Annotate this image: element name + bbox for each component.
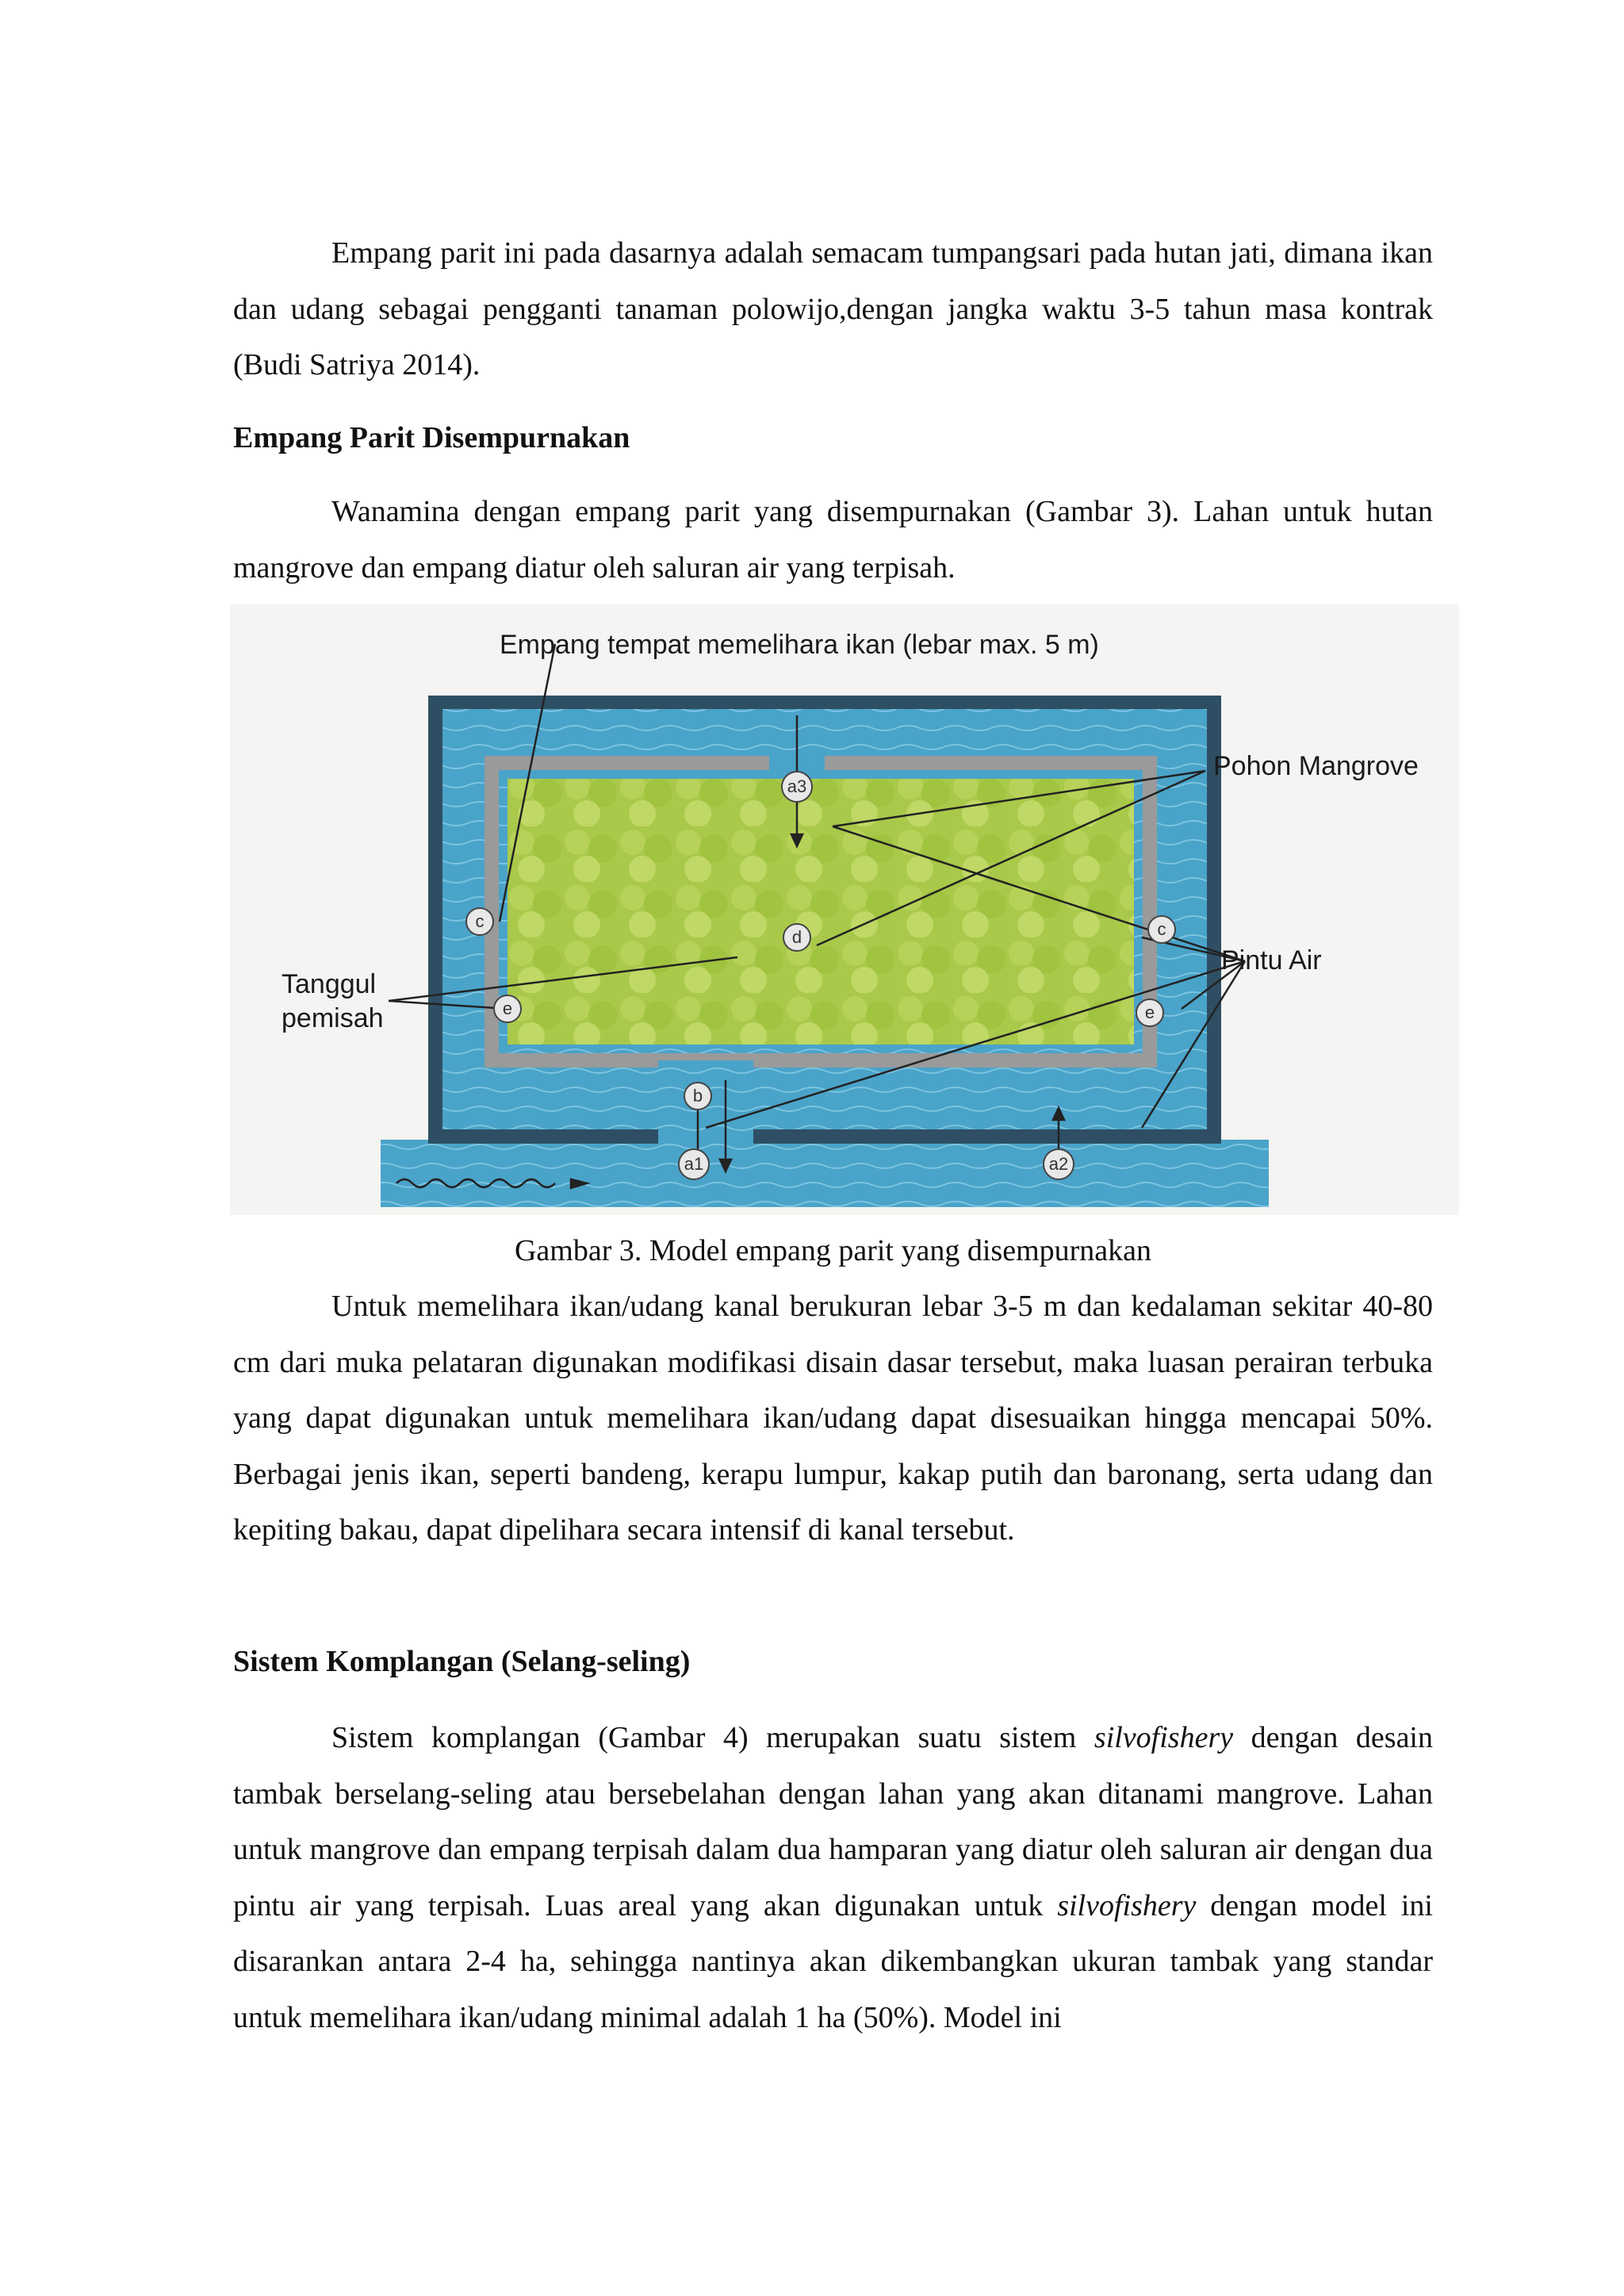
label-pemisah: pemisah: [282, 1003, 384, 1033]
paragraph-komplangan: Sistem komplangan (Gambar 4) merupakan suatu sistem silvofishery dengan desain tambak berselang-seling atau bersebelahan dengan lahan yang akan ditanami mangrove. Lahan untuk mangrove dan empang terpisah dalam dua hamparan yang diatur oleh saluran air dengan dua pintu air yang terpisah. Luas areal yang akan digunakan untuk silvofishery dengan model ini disarankan antara 2-4 ha, sehingga nantinya akan dikembangkan ukuran tambak yang standar untuk memelihara ikan/udang minimal adalah 1 ha (50%). Model ini: [233, 1721, 1433, 2034]
heading-empang-parit-disempurnakan: Empang Parit Disempurnakan: [233, 421, 630, 454]
heading-sistem-komplangan: Sistem Komplangan (Selang-seling): [233, 1645, 691, 1678]
marker-c-left: [466, 908, 493, 935]
svg-text:e: e: [1144, 1002, 1155, 1022]
figure-caption: Gambar 3. Model empang parit yang disempurnakan: [514, 1234, 1152, 1267]
label-pintu-air: Pintu Air: [1221, 945, 1322, 976]
label-pohon-mangrove: Pohon Mangrove: [1213, 751, 1419, 781]
svg-text:c: c: [1157, 919, 1166, 939]
svg-text:b: b: [692, 1086, 703, 1106]
paragraph-kanal: Untuk memelihara ikan/udang kanal berukuran lebar 3-5 m dan kedalaman sekitar 40-80 cm dari muka pelataran digunakan modifikasi disain dasar tersebut, maka luasan perairan terbuka yang dapat digunakan untuk memelihara ikan/udang dapat disesuaikan hingga mencapai 50%. Berbagai jenis ikan, seperti bandeng, kerapu lumpur, kakap putih dan baronang, serta udang dan kepiting bakau, dapat dipelihara secara intensif di kanal tersebut.: [233, 1290, 1433, 1547]
diagram-svg: [230, 604, 1459, 1215]
svg-text:a3: a3: [787, 776, 807, 796]
svg-text:a1: a1: [684, 1154, 704, 1174]
label-tanggul: Tanggul: [282, 969, 377, 999]
marker-c-right: [1148, 916, 1175, 943]
paragraph-wanamina: Wanamina dengan empang parit yang disempurnakan (Gambar 3). Lahan untuk hutan mangrove dan empang diatur oleh saluran air yang terpisah.: [233, 495, 1433, 585]
marker-e-left: [494, 995, 521, 1022]
marker-a1: [679, 1149, 709, 1179]
marker-d: [783, 924, 810, 951]
svg-text:e: e: [502, 999, 513, 1018]
marker-e-right: [1136, 999, 1163, 1026]
marker-a2: [1044, 1149, 1074, 1179]
marker-a3: [782, 772, 812, 802]
label-empang: Empang tempat memelihara ikan (lebar max. 5 m): [500, 630, 1099, 660]
paragraph-empang-parit: Empang parit ini pada dasarnya adalah semacam tumpangsari pada hutan jati, dimana ikan dan udang sebagai pengganti tanaman polowijo,dengan jangka waktu 3-5 tahun masa kontrak (Budi Satriya 2014).: [233, 236, 1433, 381]
svg-text:c: c: [475, 911, 485, 931]
marker-b: [684, 1083, 711, 1110]
svg-text:d: d: [791, 927, 802, 947]
figure-empang-parit-diagram: [230, 604, 1459, 1215]
svg-text:a2: a2: [1048, 1154, 1069, 1174]
